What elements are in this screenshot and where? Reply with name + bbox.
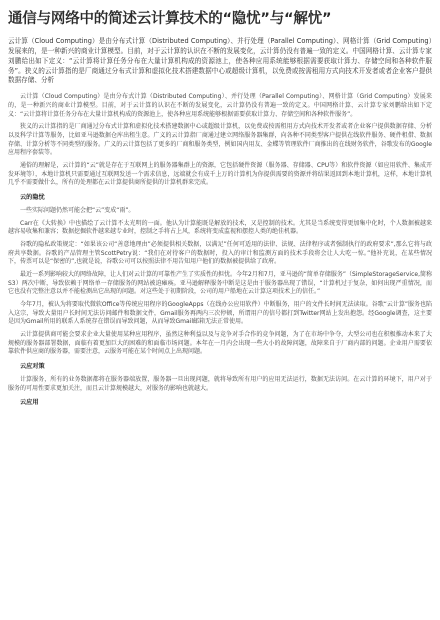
body-paragraph: 最近一系列影响较大的网络故障，让人们对云计算的可靠性产生了实质性的担忧。今年2月和7月，亚马逊的“简单存储服务”（SimpleStorageService,简称S3）两次中断，导致依赖于网络单一存储服务的网站被迫瘫痪。亚马逊解释服务中断是这是由于服务器出现了错误，“计算机过于复杂，如何出现严重情况，而它也没有完整注意以并不能检测出它出现的问题。对这些处于初期阶段，公司的用户船地在云计算这项技术上的信任。”: [8, 270, 432, 296]
section-heading: 云应对策: [20, 363, 45, 371]
body-paragraph: 通俗的理解是，云计算的“云”就是存在于互联网上的服务器集群上的资源，它包括硬件资源（服务器、存储器、CPU等）和软件资源（如应用软件、集成开发环境等），本地计算机只需要通过互联网发送一个需求信息，远端就会有成千上万的计算机为你提供需要的资源并将结果返回到本地计算机，这样，本地计算机几乎不需要做什么，所有的处理都在云计算提供商所提供的计算机群来完成。: [8, 162, 432, 187]
section-heading: 云的隐忧: [20, 194, 45, 202]
body-paragraph: 云计算提供商可能会要求企业大量使用某种应用程序，虽然这种利益以及与竞争对手合作的竞争问题，为了在市场中争夺，大型公司也在积极推动本来了大规模的服务器部署数据，面临有着更加巨大的困难的和面临市场问题。本年在一月内会出现一些大小的故障问题，故障来自于厂商内部的问题。企业用户需要依靠软件供应商的服务器，需要注意，云服务可能在某个时间点上出现问题。: [8, 331, 432, 356]
body-paragraph: 云计算（Cloud Computing）是由分布式计算（Distributed Computing）、并行处理（Parallel Computing）、网格计算（Grid Computing）发展来的，是一种新兴的商业计算模型。目前，对于云计算的认识在不断的发展变化，云计算仍没有普遍一致的定义。中国网格计算、云计算专家刘鹏给出如下定义：“云计算将计算任务分布在大量计算机构成的资源池上，使各种应用系统能够根据需要获取计算力、存储空间和各种软件服务”。: [8, 93, 432, 118]
section-heading: 云应用: [20, 399, 39, 407]
body-paragraph: 今年7月，被认为将要取代微软Office等传统应用程序的GoogleApps（在线办公应用软件）中断服务，用户的文件长时间无法读取。谷歌“云计算”服务也陷入这宗，导致大量用户长时间无法访问邮件和数据文件，Gmail服务再两内三次停顿，所谓用户的信号都打到Twitter网站上发出抱怨。经Google调查，这主要是因为Gmail所用的联系人系统存在错误而导致问题，从而导致Gmail邮箱无法正常使用。: [8, 301, 432, 326]
page-title: 通信与网络中的简述云计算技术的“隐忧”与“解忧”: [8, 11, 332, 27]
body-paragraph: Carr在《大转换》中也描绘了云计算不太光明的一面。他认为计算能既是解放的技术，又是控制的技术。尤其是当系统变得更加集中化时，个人数据被越来越容易收集和兼容；数据挖掘软件越来越专业时，控制之手将占上风，系统将变成监视和摆控人类的绝佳机器。: [8, 219, 432, 236]
intro-paragraph: 云计算（Cloud Computing）是由分布式计算（Distributed Computing）、并行处理（Parallel Computing）、网格计算（Grid Computing）发展来的，是一种新兴的商业计算模型。目前，对于云计算的认识在不断的发展变化，云计算仍没有普遍一致的定义。中国网格计算、云计算专家刘鹏给出如下定义：“云计算将计算任务分布在大量计算机构成的资源池上，使各种应用系统能够根据需要获取计算力、存储空间和各种软件服务”。狭义的云计算指的是厂商通过分布式计算和虚拟化技术搭建数据中心或超级计算机，以免费或按需租用方式向技术开发者或者企业客户提供数据存储、分析: [8, 36, 432, 85]
body-paragraph: 计算服务，所有的业务数据都将在服务器端放置，服务器一旦出现问题，就将导致所有用户的应用无法运行，数据无法访问。在云计算的环境下，用户对于服务的可用性要求更加关注，而且云计算规模越大，对服务的影响也就越大。: [8, 375, 432, 392]
article-body: [0, 33, 440, 408]
body-paragraph: 一些实际问题仍然可能会把“云”变成“雨”。: [20, 206, 135, 214]
body-paragraph: 狭义的云计算指的是厂商通过分布式计算和虚拟化技术搭建数据中心或超级计算机，以免费或按需租用方式向技术开发者或者企业客户提供数据存储、分析以及科学计算等服务，比如亚马逊数据仓库出租生意。广义的云计算指厂商通过建立网络服务器集群，向各种不同类型客户提供在线软件服务、硬件租借、数据存储、计算分析等不同类型的服务。广义的云计算包括了更多的厂商和服务类型，例如国内用友、金蝶等管理软件厂商推出的在线财务软件，谷歌发布的Google应用程序套装等。: [8, 123, 432, 157]
body-paragraph: 谷歌的隐私政策规定：“如果该公司“善意地理由”必须提供相关数据，以满足”任何可适用的法律、法规、法律程序或者强制执行的政府要求”,那么它将与政府共享数据。谷歌的产品管理主管ScottPetry说：“我们在对待客户的数据时，投入的审计和监测方面的技术手段将会让人大吃一惊。”他补充说，在某些情况下，传票可以是“保密的”,也就是说，谷歌公司可以按照法律不用告知用户他们的数据被提供给了政府。: [8, 240, 432, 266]
